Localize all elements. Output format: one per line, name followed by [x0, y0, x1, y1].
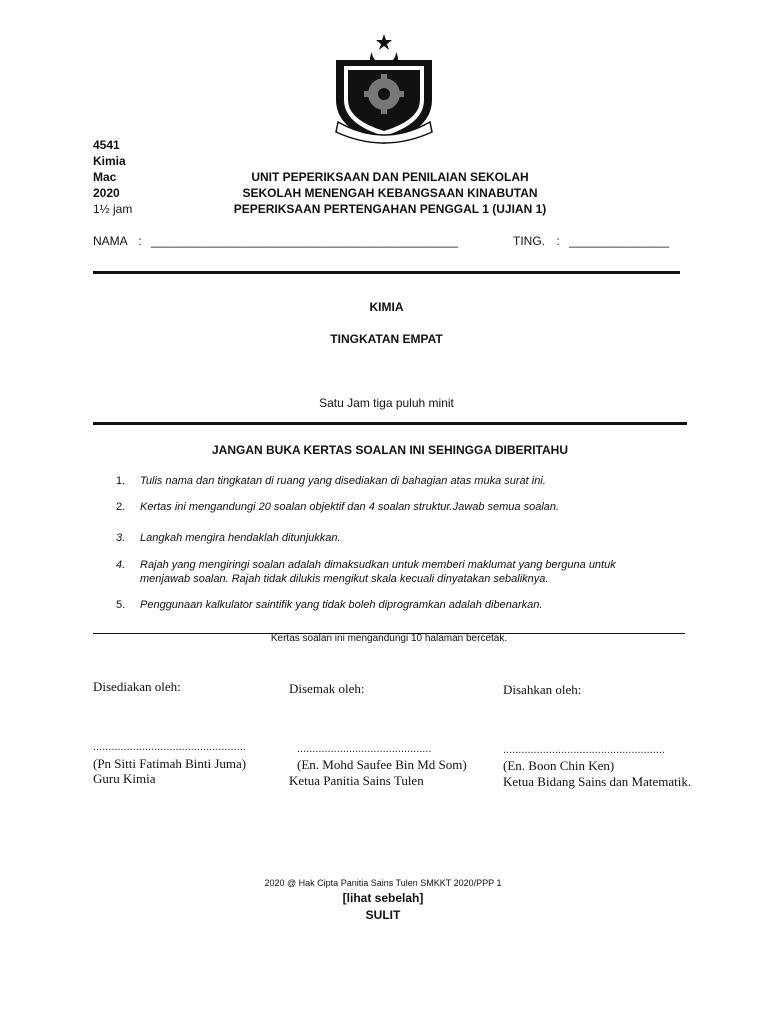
title-duration: Satu Jam tiga puluh minit: [319, 396, 454, 410]
signatory-role: Disediakan oleh:: [93, 679, 181, 694]
paper-code: 4541: [93, 138, 120, 152]
signatory-position: Ketua Panitia Sains Tulen: [289, 773, 424, 788]
header-school: SEKOLAH MENENGAH KEBANGSAAN KINABUTAN: [242, 186, 538, 200]
signatory-role: Disemak oleh:: [289, 681, 365, 696]
divider-middle: [93, 422, 687, 425]
header-exam: PEPERIKSAAN PERTENGAHAN PENGGAL 1 (UJIAN 1): [233, 202, 547, 216]
instruction-text: Tulis nama dan tingkatan di ruang yang disediakan di bahagian atas muka surat ini.: [140, 475, 546, 487]
instruction-text: Rajah yang mengiringi soalan adalah dimaksudkan untuk memberi maklumat yang berguna untuk menjawab soalan. Rajah tidak dilukis mengikut skala kecuali dinyatakan sebaliknya.: [140, 559, 616, 585]
ting-field-row: [513, 234, 669, 248]
signatory-name: (Pn Sitti Fatimah Binti Juma): [93, 756, 247, 771]
instruction-text: Penggunaan kalkulator saintifik yang tidak boleh diprogramkan adalah dibenarkan.: [140, 599, 543, 611]
signature-line: ............................................: [297, 743, 432, 755]
instruction-number: 4.: [116, 559, 126, 571]
divider-top: [93, 271, 680, 274]
instruction-number: 5.: [116, 599, 126, 611]
school-crest-logo: [328, 30, 440, 150]
title-form: TINGKATAN EMPAT: [330, 332, 443, 346]
exam-month: Mac: [93, 170, 117, 184]
instruction-number: 1.: [116, 475, 126, 487]
header-unit: UNIT PEPERIKSAAN DAN PENILAIAN SEKOLAH: [251, 170, 529, 184]
exam-duration: 1½ jam: [93, 202, 133, 216]
instruction-text: Kertas ini mengandungi 20 soalan objektif dan 4 soalan struktur.Jawab semua soalan.: [140, 501, 560, 513]
instruction-text: Langkah mengira hendaklah ditunjukkan.: [140, 532, 341, 544]
signatory-position: Guru Kimia: [93, 771, 156, 786]
signatory-position: Ketua Bidang Sains dan Matematik.: [503, 774, 692, 789]
name-colon: :: [138, 234, 142, 248]
name-field-row: [93, 234, 458, 248]
next-page-note: [lihat sebelah]: [342, 891, 424, 905]
warning-text: JANGAN BUKA KERTAS SOALAN INI SEHINGGA DIBERITAHU: [211, 443, 568, 457]
ting-blank[interactable]: _______________: [569, 234, 670, 248]
copyright-text: 2020 @ Hak Cipta Panitia Sains Tulen SMKKT 2020/PPP 1: [264, 878, 502, 888]
signature-line: ..................................................: [93, 741, 246, 753]
subject-short: Kimia: [93, 154, 126, 168]
ting-colon: :: [556, 234, 560, 248]
signature-line: .....................................................: [503, 744, 665, 756]
signatory-name: (En. Mohd Saufee Bin Md Som): [297, 757, 467, 772]
signatory-role: Disahkan oleh:: [503, 682, 582, 697]
signatory-name: (En. Boon Chin Ken): [503, 758, 615, 773]
instruction-number: 3.: [116, 532, 126, 544]
classification-label: SULIT: [365, 908, 401, 922]
name-label: NAMA: [93, 234, 128, 248]
pages-note: Kertas soalan ini mengandungi 10 halaman bercetak.: [270, 633, 508, 644]
ting-label: TING.: [513, 234, 545, 248]
exam-year: 2020: [93, 186, 120, 200]
title-subject: KIMIA: [369, 300, 404, 314]
instruction-number: 2.: [116, 501, 126, 513]
name-blank[interactable]: ______________________________________________: [151, 234, 459, 248]
